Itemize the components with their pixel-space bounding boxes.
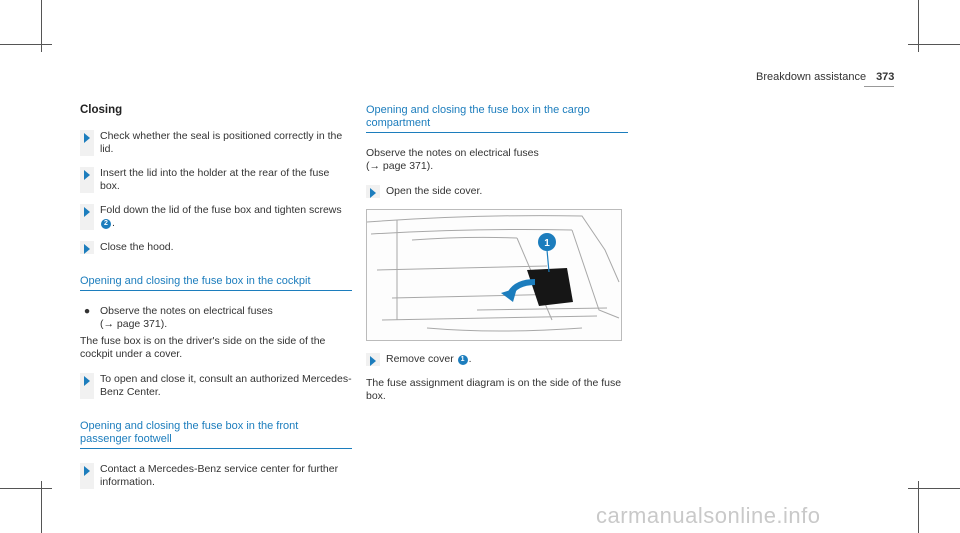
right-column	[366, 96, 628, 415]
header-title: Breakdown assistance	[756, 71, 867, 83]
page-reference-link[interactable]: (→ page 371).	[100, 318, 168, 330]
cargo-illustration	[367, 210, 621, 340]
arrow-icon	[84, 133, 90, 143]
instruction-step: To open and close it, consult an authorized Mercedes-Benz Center.	[80, 373, 352, 399]
crop-mark	[918, 0, 919, 52]
instruction-step: Remove cover 1 .	[366, 353, 628, 366]
section-heading-cargo: Opening and closing the fuse box in the cargo compartment	[366, 104, 628, 133]
arrow-icon	[84, 170, 90, 180]
crop-mark	[908, 44, 960, 45]
instruction-step: Insert the lid into the holder at the rear of the fuse box.	[80, 167, 352, 193]
callout-2-icon: 2	[101, 219, 111, 229]
instruction-step: Close the hood.	[80, 241, 352, 254]
paragraph: Observe the notes on electrical fuses (→ page 371).	[366, 147, 539, 172]
section-heading-cockpit: Opening and closing the fuse box in the cockpit	[80, 275, 352, 291]
arrow-icon	[84, 207, 90, 217]
arrow-icon	[84, 376, 90, 386]
paragraph: The fuse assignment diagram is on the side of the fuse box.	[366, 377, 622, 402]
crop-mark	[908, 488, 960, 489]
header-rule	[864, 86, 894, 87]
paragraph: The fuse box is on the driver's side on the side of the cockpit under a cover.	[80, 335, 326, 360]
watermark: carmanualsonline.info	[596, 503, 821, 528]
instruction-step: Open the side cover.	[366, 185, 628, 198]
figure-callout-label: 1	[544, 238, 550, 249]
closing-heading: Closing	[80, 104, 123, 116]
page-number: 373	[876, 71, 895, 83]
arrow-icon	[370, 356, 376, 366]
instruction-step: Check whether the seal is positioned correctly in the lid.	[80, 130, 352, 156]
crop-mark	[918, 481, 919, 533]
crop-mark	[41, 481, 42, 533]
arrow-icon	[84, 466, 90, 476]
running-header	[756, 71, 894, 83]
arrow-icon	[370, 188, 376, 198]
arrow-icon	[84, 244, 90, 254]
callout-1-icon: 1	[458, 355, 468, 365]
page-reference-link[interactable]: (→ page 371).	[366, 160, 434, 172]
instruction-step: Contact a Mercedes-Benz service center for further information.	[80, 463, 352, 489]
cargo-compartment-figure	[366, 209, 622, 341]
crop-mark	[0, 488, 52, 489]
instruction-step: Fold down the lid of the fuse box and tighten screws 2 .	[80, 204, 352, 230]
left-column	[80, 96, 352, 500]
section-heading-footwell: Opening and closing the fuse box in the front passenger footwell	[80, 420, 352, 449]
bullet-icon: ●	[83, 305, 91, 317]
crop-mark	[0, 44, 52, 45]
crop-mark	[41, 0, 42, 52]
list-item: ● Observe the notes on electrical fuses (→ page 371).	[80, 305, 352, 331]
